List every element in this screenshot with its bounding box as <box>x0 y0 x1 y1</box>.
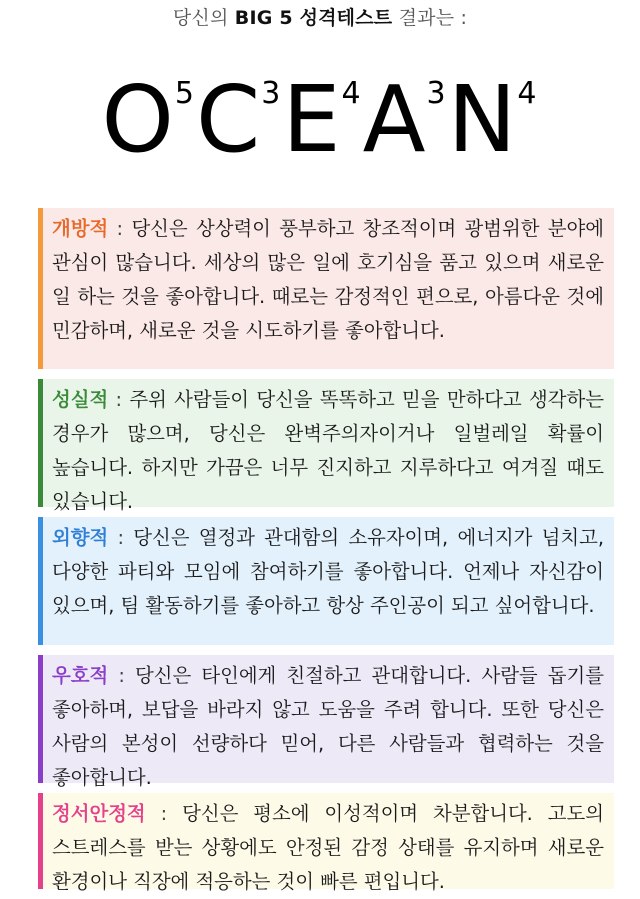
ocean-score-a: 3 <box>426 76 446 111</box>
ocean-score-c: 3 <box>261 76 281 111</box>
trait-text-agreeableness: 당신은 타인에게 친절하고 관대합니다. 사람들 돕기를 좋아하며, 보답을 바라지 않고 도움을 주려 합니다. 또한 당신은 사람의 본성이 선량하다 믿어, 다른 사람들과 협력하는 것을 좋아합니다. <box>52 664 604 789</box>
trait-title-agreeableness: 우호적 <box>52 664 109 687</box>
test-name: BIG 5 성격테스트 <box>234 7 393 29</box>
trait-title-openness: 개방적 <box>52 217 109 240</box>
trait-separator: : <box>108 664 136 687</box>
trait-title-conscientiousness: 성실적 <box>52 388 109 411</box>
header-suffix: 결과는 : <box>398 7 468 29</box>
trait-title-extraversion: 외향적 <box>52 526 109 549</box>
trait-cards <box>0 208 640 893</box>
ocean-letter-a: A <box>362 66 426 173</box>
trait-separator: : <box>108 217 132 240</box>
ocean-letter-o: O <box>101 66 174 173</box>
trait-text-neuroticism: 당신은 평소에 이성적이며 차분합니다. 고도의 스트레스를 받는 상황에도 안정된 감정 상태를 유지하며 새로운 환경이나 직장에 적응하는 것이 빠른 편입니다. <box>52 802 604 893</box>
trait-text-openness: 당신은 상상력이 풍부하고 창조적이며 광범위한 분야에 관심이 많습니다. 세상의 많은 일에 호기심을 품고 있으며 새로운 일 하는 것을 좋아합니다. 때로는 감정적인 편으로, 아름다운 것에 민감하며, 새로운 것을 시도하기를 좋아합니다. <box>52 217 604 342</box>
header-prefix: 당신의 <box>172 7 229 29</box>
ocean-letter-e: E <box>282 66 341 173</box>
trait-separator: : <box>145 802 183 825</box>
trait-title-neuroticism: 정서안정적 <box>52 802 146 825</box>
ocean-score-o: 5 <box>174 76 194 111</box>
trait-separator: : <box>108 388 130 411</box>
trait-card-conscientiousness <box>38 379 614 513</box>
ocean-score-display <box>0 44 640 173</box>
trait-card-neuroticism <box>38 793 614 893</box>
trait-card-openness <box>38 208 614 369</box>
trait-card-agreeableness <box>38 655 614 789</box>
ocean-letter-n: N <box>447 66 517 173</box>
trait-card-extraversion <box>38 517 614 645</box>
ocean-score-e: 4 <box>341 76 361 111</box>
trait-text-extraversion: 당신은 열정과 관대함의 소유자이며, 에너지가 넘치고, 다양한 파티와 모임에 참여하기를 좋아합니다. 언제나 자신감이 있으며, 팀 활동하기를 좋아하고 항상 주인공이 되고 싶어합니다. <box>52 526 604 617</box>
trait-text-conscientiousness: 주위 사람들이 당신을 똑똑하고 믿을 만하다고 생각하는 경우가 많으며, 당신은 완벽주의자이거나 일벌레일 확률이 높습니다. 하지만 가끔은 너무 진지하고 지루하다고 여겨질 때도 있습니다. <box>52 388 604 513</box>
trait-separator: : <box>108 526 134 549</box>
ocean-letter-c: C <box>195 66 261 173</box>
result-header <box>0 0 640 30</box>
ocean-score-n: 4 <box>517 76 537 111</box>
